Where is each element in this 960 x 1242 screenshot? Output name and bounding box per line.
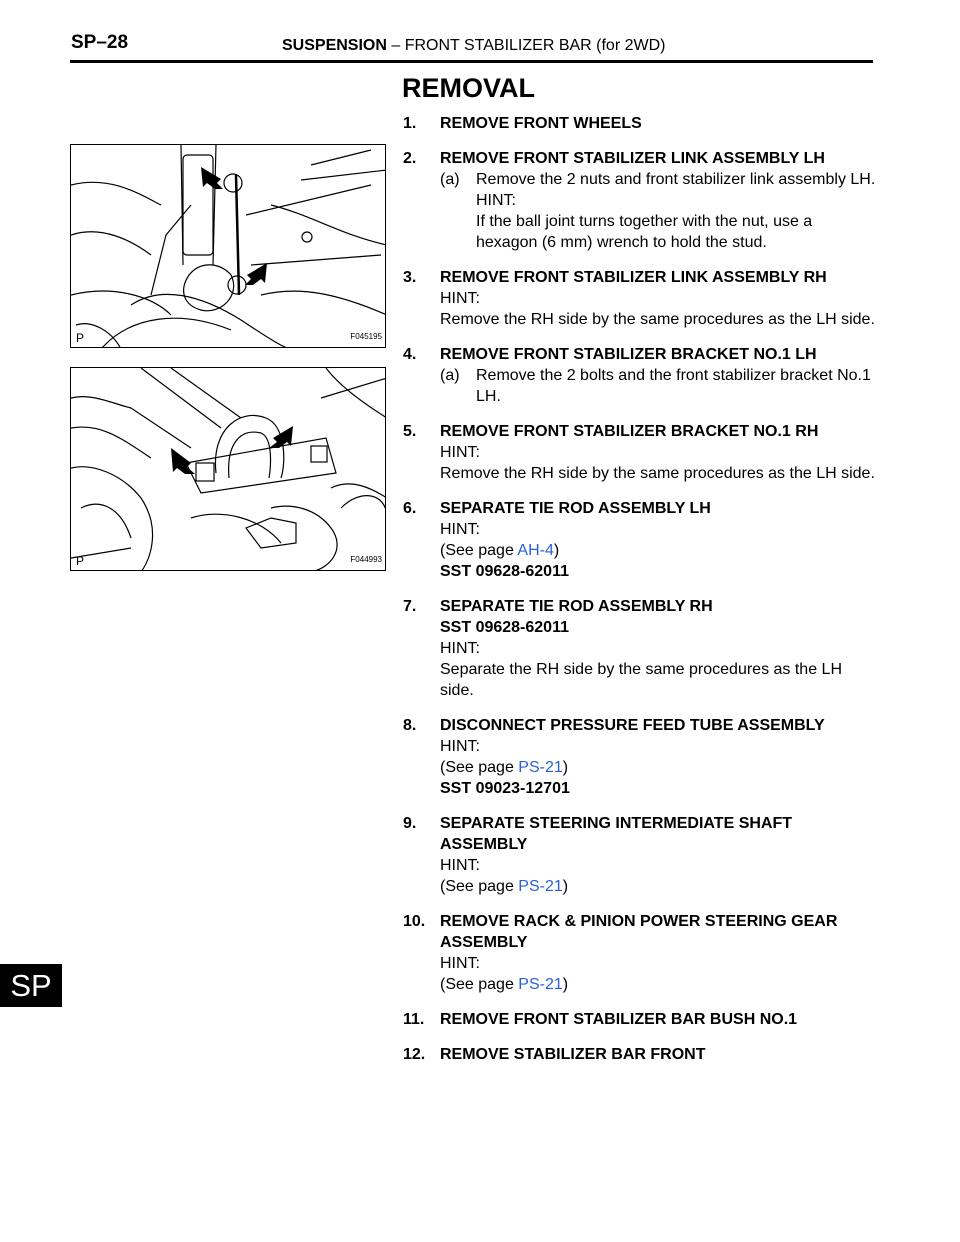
step-12 — [403, 1044, 878, 1065]
step-number: 5. — [403, 423, 417, 440]
step-title: DISCONNECT PRESSURE FEED TUBE ASSEMBLY — [440, 717, 825, 734]
page-link-ps-21[interactable]: PS-21 — [518, 878, 563, 895]
hint-label: HINT: — [440, 955, 480, 972]
step-title: REMOVE FRONT STABILIZER LINK ASSEMBLY RH — [440, 269, 827, 286]
substep — [440, 169, 878, 253]
see-page-reference — [440, 540, 878, 561]
page-code: SP–28 — [71, 32, 129, 53]
see-page-prefix: (See page — [440, 976, 519, 993]
section-title: REMOVAL — [402, 73, 535, 103]
page-header-title — [282, 37, 665, 55]
figure-label: P — [76, 554, 85, 568]
step-10 — [403, 911, 878, 995]
section-tab: SP — [0, 964, 62, 1007]
step-title: SEPARATE TIE ROD ASSEMBLY LH — [440, 500, 711, 517]
figure-stabilizer-bracket — [70, 367, 386, 571]
substep-label: (a) — [440, 367, 460, 384]
header-subtitle: FRONT STABILIZER BAR (for 2WD) — [404, 37, 666, 54]
step-title: REMOVE FRONT STABILIZER BRACKET NO.1 RH — [440, 423, 819, 440]
removal-procedure — [403, 72, 878, 1079]
step-11 — [403, 1009, 878, 1030]
figure-code: F045195 — [350, 332, 382, 341]
step-number: 6. — [403, 500, 417, 517]
step-6 — [403, 498, 878, 582]
step-number: 2. — [403, 150, 417, 167]
header-section: SUSPENSION — [282, 37, 387, 54]
hint-text: Separate the RH side by the same procedures as the LH side. — [440, 661, 842, 699]
sst-number: SST 09628-62011 — [440, 563, 569, 580]
hint-text: Remove the RH side by the same procedures as the LH side. — [440, 311, 875, 328]
step-title: REMOVE FRONT STABILIZER BRACKET NO.1 LH — [440, 346, 817, 363]
stabilizer-link-illustration — [71, 145, 386, 348]
step-title: REMOVE RACK & PINION POWER STEERING GEAR ASSEMBLY — [440, 913, 838, 951]
step-9 — [403, 813, 878, 897]
page-link-ps-21[interactable]: PS-21 — [518, 976, 563, 993]
step-1 — [403, 113, 878, 134]
see-page-suffix: ) — [562, 759, 569, 776]
step-title: REMOVE STABILIZER BAR FRONT — [440, 1046, 706, 1063]
header-separator: – — [386, 37, 405, 54]
sst-number: SST 09023-12701 — [440, 780, 570, 797]
step-7 — [403, 596, 878, 701]
step-title: REMOVE FRONT STABILIZER BAR BUSH NO.1 — [440, 1011, 798, 1028]
substep — [440, 365, 878, 407]
see-page-reference — [440, 757, 878, 778]
hint-label: HINT: — [476, 192, 516, 209]
step-title: SEPARATE STEERING INTERMEDIATE SHAFT ASSEMBLY — [440, 815, 793, 853]
step-title: REMOVE FRONT WHEELS — [440, 115, 642, 132]
header-rule — [70, 60, 873, 63]
page-link-ah-4[interactable]: AH-4 — [517, 542, 554, 559]
step-title: SEPARATE TIE ROD ASSEMBLY RH — [440, 598, 713, 615]
substep-text: Remove the 2 nuts and front stabilizer link assembly LH. — [476, 171, 876, 188]
step-number: 7. — [403, 598, 417, 615]
stabilizer-bracket-illustration — [71, 368, 386, 571]
step-title: REMOVE FRONT STABILIZER LINK ASSEMBLY LH — [440, 150, 825, 167]
step-number: 10. — [403, 913, 426, 930]
hint-text: Remove the RH side by the same procedures as the LH side. — [440, 465, 875, 482]
substep-text: Remove the 2 bolts and the front stabilizer bracket No.1 LH. — [476, 367, 871, 405]
see-page-prefix: (See page — [440, 759, 519, 776]
see-page-suffix: ) — [562, 878, 569, 895]
see-page-prefix: (See page — [440, 542, 518, 559]
see-page-suffix: ) — [562, 976, 569, 993]
step-3 — [403, 267, 878, 330]
hint-text: If the ball joint turns together with the nut, use a hexagon (6 mm) wrench to hold the stud. — [476, 213, 813, 251]
hint-label: HINT: — [440, 290, 480, 307]
see-page-reference — [440, 876, 878, 897]
see-page-reference — [440, 974, 878, 995]
sst-number: SST 09628-62011 — [440, 619, 569, 636]
step-number: 9. — [403, 815, 417, 832]
step-number: 3. — [403, 269, 417, 286]
hint-label: HINT: — [440, 640, 480, 657]
hint-label: HINT: — [440, 444, 480, 461]
step-4 — [403, 344, 878, 407]
figure-code: F044993 — [350, 555, 382, 564]
step-8 — [403, 715, 878, 799]
substep-label: (a) — [440, 171, 460, 188]
hint-label: HINT: — [440, 738, 480, 755]
step-number: 8. — [403, 717, 417, 734]
see-page-suffix: ) — [553, 542, 560, 559]
step-number: 1. — [403, 115, 417, 132]
step-5 — [403, 421, 878, 484]
hint-label: HINT: — [440, 857, 480, 874]
page-link-ps-21[interactable]: PS-21 — [518, 759, 563, 776]
figure-label: P — [76, 331, 85, 345]
hint-label: HINT: — [440, 521, 480, 538]
step-number: 12. — [403, 1046, 426, 1063]
step-number: 11. — [403, 1011, 425, 1028]
see-page-prefix: (See page — [440, 878, 519, 895]
figure-stabilizer-link — [70, 144, 386, 348]
step-2 — [403, 148, 878, 253]
step-number: 4. — [403, 346, 417, 363]
